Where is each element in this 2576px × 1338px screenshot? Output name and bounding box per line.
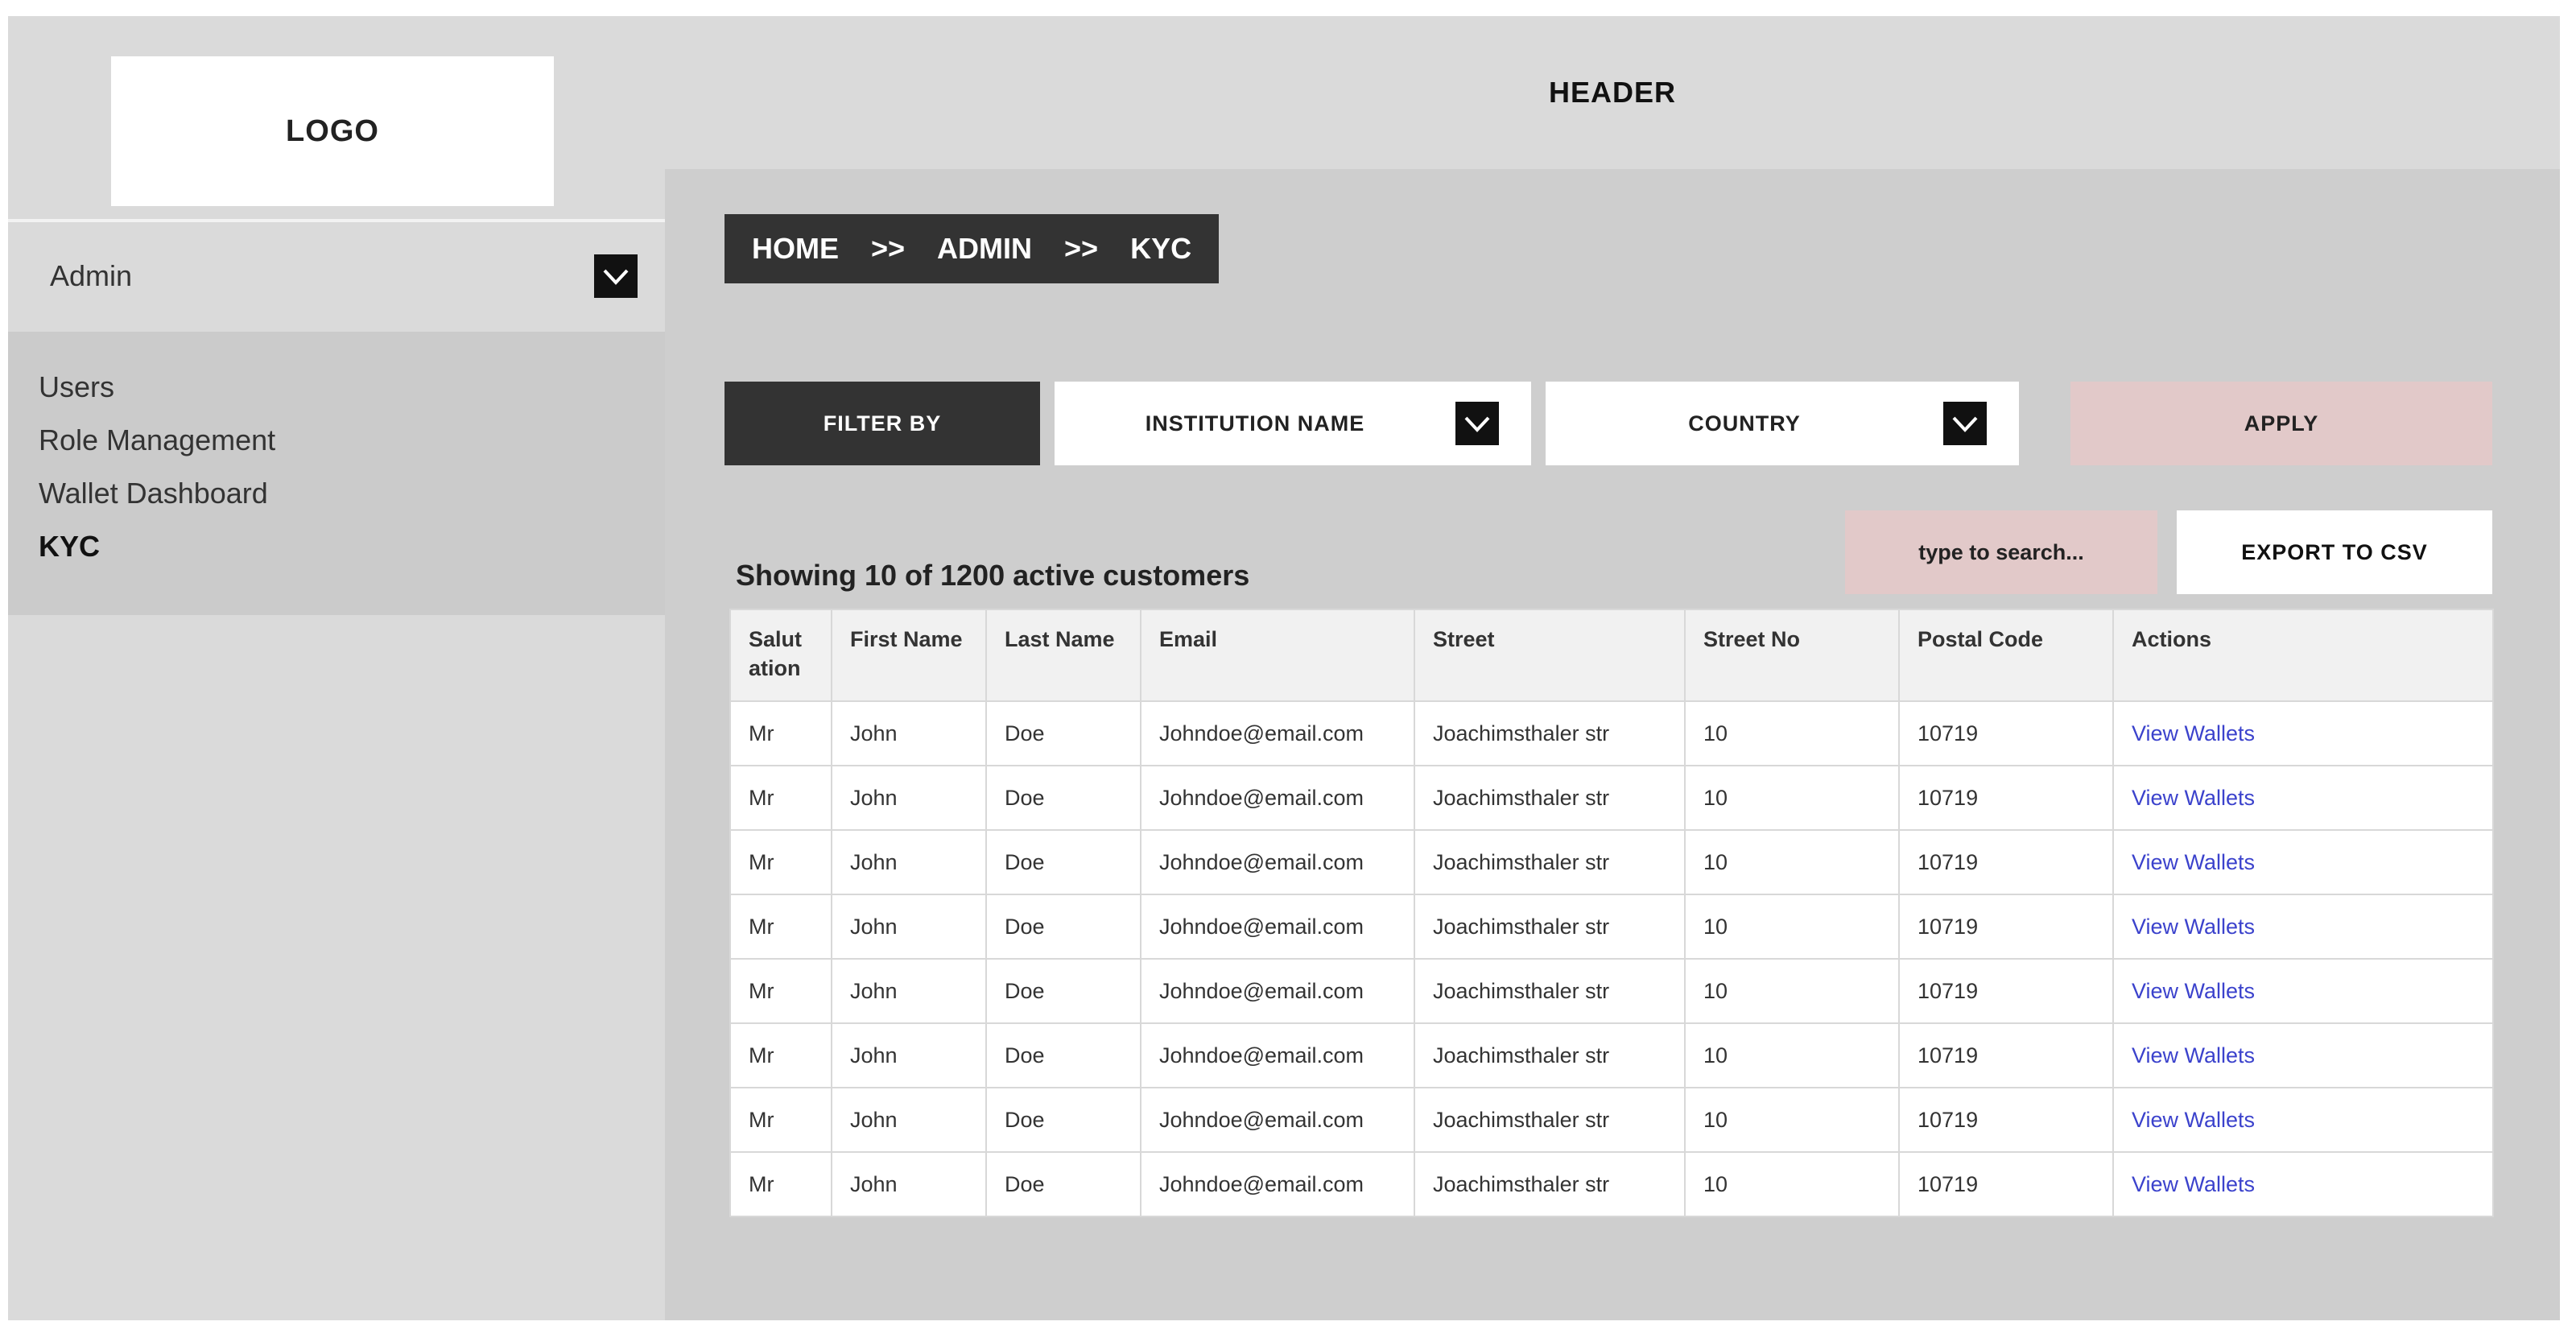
view-wallets-link[interactable]: View Wallets bbox=[2113, 766, 2493, 830]
column-header-postal-code: Postal Code bbox=[1899, 609, 2113, 701]
last-name-cell: Doe bbox=[986, 1088, 1141, 1152]
sidebar-item-role-management[interactable]: Role Management bbox=[39, 423, 276, 456]
street-cell: Joachimsthaler str bbox=[1414, 830, 1685, 894]
street-cell: Joachimsthaler str bbox=[1414, 1023, 1685, 1088]
first-name-cell: John bbox=[832, 1088, 986, 1152]
column-header-street-no: Street No bbox=[1685, 609, 1899, 701]
postal-code-cell: 10719 bbox=[1899, 959, 2113, 1023]
postal-code-cell: 10719 bbox=[1899, 1023, 2113, 1088]
salutation-cell: Mr bbox=[730, 701, 832, 766]
table-row bbox=[730, 1023, 2493, 1088]
breadcrumb bbox=[724, 214, 1219, 283]
table-row bbox=[730, 1088, 2493, 1152]
salutation-cell: Mr bbox=[730, 959, 832, 1023]
customers-table bbox=[729, 609, 2492, 1217]
email-cell: Johndoe@email.com bbox=[1141, 701, 1414, 766]
email-cell: Johndoe@email.com bbox=[1141, 1088, 1414, 1152]
street-no-cell: 10 bbox=[1685, 1023, 1899, 1088]
last-name-cell: Doe bbox=[986, 830, 1141, 894]
role-select[interactable] bbox=[8, 224, 665, 328]
column-header-salutation: Salut ation bbox=[730, 609, 832, 701]
salutation-cell: Mr bbox=[730, 766, 832, 830]
view-wallets-link[interactable]: View Wallets bbox=[2113, 830, 2493, 894]
street-no-cell: 10 bbox=[1685, 766, 1899, 830]
first-name-cell: John bbox=[832, 766, 986, 830]
last-name-cell: Doe bbox=[986, 766, 1141, 830]
country-label: COUNTRY bbox=[1688, 411, 1801, 436]
first-name-cell: John bbox=[832, 701, 986, 766]
table-row bbox=[730, 959, 2493, 1023]
street-cell: Joachimsthaler str bbox=[1414, 701, 1685, 766]
page-header: HEADER bbox=[665, 16, 2560, 169]
street-no-cell: 10 bbox=[1685, 894, 1899, 959]
salutation-cell: Mr bbox=[730, 1088, 832, 1152]
street-no-cell: 10 bbox=[1685, 959, 1899, 1023]
first-name-cell: John bbox=[832, 1152, 986, 1216]
sidebar-item-users[interactable]: Users bbox=[39, 370, 115, 403]
street-cell: Joachimsthaler str bbox=[1414, 894, 1685, 959]
filter-by-label: FILTER BY bbox=[724, 382, 1040, 465]
last-name-cell: Doe bbox=[986, 1023, 1141, 1088]
chevron-down-icon[interactable] bbox=[594, 254, 638, 298]
view-wallets-link[interactable]: View Wallets bbox=[2113, 1152, 2493, 1216]
column-header-actions: Actions bbox=[2113, 609, 2493, 701]
column-header-email: Email bbox=[1141, 609, 1414, 701]
country-select[interactable] bbox=[1546, 382, 2019, 465]
sidebar-divider bbox=[8, 219, 665, 222]
breadcrumb-kyc: KYC bbox=[1130, 232, 1192, 265]
column-header-street: Street bbox=[1414, 609, 1685, 701]
email-cell: Johndoe@email.com bbox=[1141, 1023, 1414, 1088]
email-cell: Johndoe@email.com bbox=[1141, 766, 1414, 830]
first-name-cell: John bbox=[832, 959, 986, 1023]
search-input[interactable] bbox=[1845, 510, 2157, 594]
view-wallets-link[interactable]: View Wallets bbox=[2113, 1023, 2493, 1088]
street-no-cell: 10 bbox=[1685, 701, 1899, 766]
institution-name-select[interactable] bbox=[1055, 382, 1531, 465]
apply-button[interactable]: APPLY bbox=[2070, 382, 2492, 465]
street-cell: Joachimsthaler str bbox=[1414, 1088, 1685, 1152]
view-wallets-link[interactable]: View Wallets bbox=[2113, 701, 2493, 766]
sidebar-nav bbox=[8, 332, 665, 615]
postal-code-cell: 10719 bbox=[1899, 830, 2113, 894]
first-name-cell: John bbox=[832, 894, 986, 959]
table-row bbox=[730, 894, 2493, 959]
postal-code-cell: 10719 bbox=[1899, 1088, 2113, 1152]
view-wallets-link[interactable]: View Wallets bbox=[2113, 894, 2493, 959]
email-cell: Johndoe@email.com bbox=[1141, 959, 1414, 1023]
last-name-cell: Doe bbox=[986, 894, 1141, 959]
table-header-row bbox=[730, 609, 2493, 701]
table-row bbox=[730, 830, 2493, 894]
app-frame bbox=[8, 16, 2560, 1320]
street-no-cell: 10 bbox=[1685, 1088, 1899, 1152]
email-cell: Johndoe@email.com bbox=[1141, 894, 1414, 959]
postal-code-cell: 10719 bbox=[1899, 894, 2113, 959]
street-cell: Joachimsthaler str bbox=[1414, 1152, 1685, 1216]
results-summary: Showing 10 of 1200 active customers bbox=[736, 559, 1250, 592]
table-row bbox=[730, 766, 2493, 830]
first-name-cell: John bbox=[832, 1023, 986, 1088]
view-wallets-link[interactable]: View Wallets bbox=[2113, 1088, 2493, 1152]
chevron-down-icon[interactable] bbox=[1455, 402, 1499, 445]
salutation-cell: Mr bbox=[730, 1023, 832, 1088]
column-header-first-name: First Name bbox=[832, 609, 986, 701]
last-name-cell: Doe bbox=[986, 1152, 1141, 1216]
street-no-cell: 10 bbox=[1685, 1152, 1899, 1216]
sidebar-item-kyc[interactable]: KYC bbox=[39, 530, 101, 563]
column-header-last-name: Last Name bbox=[986, 609, 1141, 701]
email-cell: Johndoe@email.com bbox=[1141, 830, 1414, 894]
table-row bbox=[730, 1152, 2493, 1216]
breadcrumb-separator: >> bbox=[871, 232, 906, 265]
email-cell: Johndoe@email.com bbox=[1141, 1152, 1414, 1216]
street-cell: Joachimsthaler str bbox=[1414, 766, 1685, 830]
street-no-cell: 10 bbox=[1685, 830, 1899, 894]
salutation-cell: Mr bbox=[730, 1152, 832, 1216]
postal-code-cell: 10719 bbox=[1899, 701, 2113, 766]
breadcrumb-admin[interactable]: ADMIN bbox=[937, 232, 1033, 265]
first-name-cell: John bbox=[832, 830, 986, 894]
logo: LOGO bbox=[111, 56, 554, 206]
institution-name-label: INSTITUTION NAME bbox=[1145, 411, 1365, 436]
chevron-down-icon[interactable] bbox=[1943, 402, 1987, 445]
postal-code-cell: 10719 bbox=[1899, 1152, 2113, 1216]
sidebar bbox=[8, 16, 665, 1320]
street-cell: Joachimsthaler str bbox=[1414, 959, 1685, 1023]
export-csv-button[interactable]: EXPORT TO CSV bbox=[2177, 510, 2492, 594]
breadcrumb-separator: >> bbox=[1064, 232, 1099, 265]
last-name-cell: Doe bbox=[986, 959, 1141, 1023]
role-select-value: Admin bbox=[50, 259, 133, 292]
salutation-cell: Mr bbox=[730, 894, 832, 959]
last-name-cell: Doe bbox=[986, 701, 1141, 766]
table-row bbox=[730, 701, 2493, 766]
salutation-cell: Mr bbox=[730, 830, 832, 894]
postal-code-cell: 10719 bbox=[1899, 766, 2113, 830]
view-wallets-link[interactable]: View Wallets bbox=[2113, 959, 2493, 1023]
breadcrumb-home[interactable]: HOME bbox=[752, 232, 839, 265]
sidebar-item-wallet-dashboard[interactable]: Wallet Dashboard bbox=[39, 477, 268, 510]
